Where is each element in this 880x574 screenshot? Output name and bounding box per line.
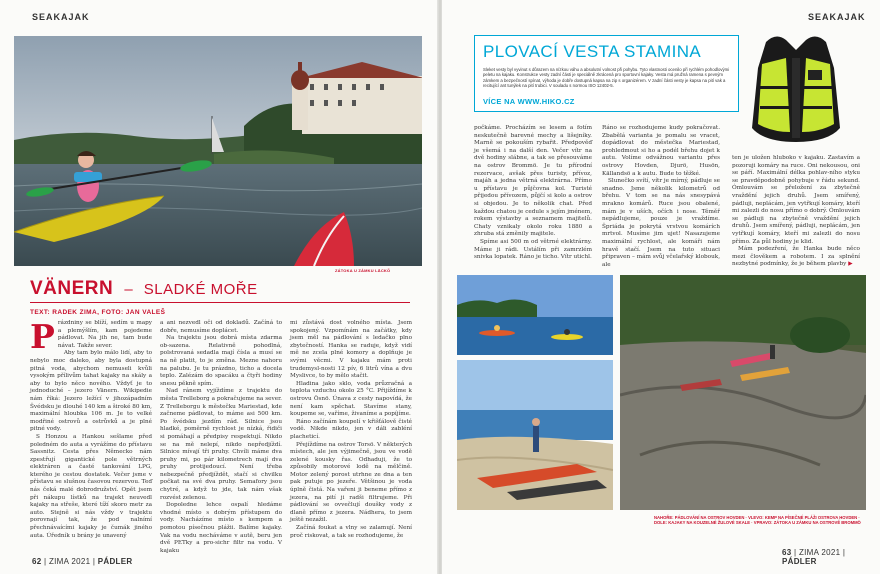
photo-camp-beach xyxy=(457,360,613,510)
title-rule xyxy=(30,302,410,303)
article-column-2 xyxy=(602,125,720,269)
photo-kayaks-granite-rock xyxy=(620,275,866,510)
drop-cap: P xyxy=(30,317,55,356)
paragraph: Ráno začínám koupelí v křišťálově čisté vodě. Nikde nikdo, jen v dáli zabléní placheticí. xyxy=(290,418,412,440)
paragraph: a ani nezvedl oči od dokladů. Začíná to dobře, nemusíme doplácet. xyxy=(160,320,282,334)
folio-right: 63 | ZIMA 2021 | PÁDLER xyxy=(782,548,846,566)
article-column-1 xyxy=(474,125,592,262)
continue-arrow-icon: ▶ xyxy=(848,261,853,268)
photo-credit: ZÁTOKA U ZÁMKU LÄCKÖ xyxy=(335,268,391,273)
running-head: SEAKAJAK xyxy=(32,12,90,22)
photo-paddling-hovden xyxy=(457,275,613,355)
photo-svg xyxy=(457,275,613,355)
paragraph: Hladina jako sklo, voda průzračná a teplota vzduchu okolo 25 °C. Přijíždíme k ostrovu Ösnö. Únava z cesty napovídá, že není kam spěchat. Stavíme stany, koupeme se, vaříme, živaníme a popíjíme. xyxy=(290,380,412,418)
photo-svg xyxy=(457,360,613,510)
photo-svg xyxy=(620,275,866,510)
hero-photo-kayaker-castle xyxy=(14,36,422,266)
ad-title: PLOVACÍ VESTA STAMINA xyxy=(483,42,702,61)
paragraph: Spíme asi 500 m od větrné elektrárny. Máme ji rádi. Ustálím při zamrzlém snivka lopatek. Ráno je ticho. Vítr utichl. xyxy=(474,238,592,261)
paragraph xyxy=(732,246,860,269)
folio-issue: ZIMA 2021 xyxy=(798,548,841,557)
folio-issue: ZIMA 2021 xyxy=(48,557,91,566)
folio-page-number: 62 xyxy=(32,557,42,566)
vest-product-image xyxy=(742,28,850,148)
paragraph: Přejíždíme na ostrov Torsö. V některých místech, ale jen výjimečně, jsou ve vodě zelené kousky řas. Odhaduji, že to způsobily motorové lodě na mělčině. Motor zelený porost utrhne ze dna a ten pak putuje po jezeře. Většinou je voda úplně čistá. Na vařeni ji beneme přímo z jezera, na pití ji radši filtrujeme. Při pádlování se ovvečlují doušky vody z dlaně přímo z jezera. Nádhera, to jsem ještě nezažil. xyxy=(290,441,412,524)
paragraph: ten je uložen hluboko v kajaku. Zastavím a pozoruji komáry na ruce. Oni nekousou, oni se páří. Maximální délka pohlav-ního styku se pravděpodobně pohybuje v řádu sekund. Ómlouvám se přeložení za zbytečně vraždění jejich druhů. Jsem smířený, pádluji, neplácám, jen vytřkují komáry, kteří mi zalezli do nosu přímo o dobrý. Ómlouvám se pádluji na zbytečně vraždění jejich druhů. Jsem smířený, pádluji, neplácám, jen vytřkují komáry, kteří mi zalezli do nosu přímo. Za půl hodiny je klid. xyxy=(732,155,860,245)
gallery-caption: NAHOŘE: PÁDLOVÁNÍ NA OSTROV HOVDEN · VLEVO: KEMP NA PÍSEČNÉ PLÁŽI OSTROVA HOVDEN · DOLE: KAJAKY NA KOUZELNÉ ŽULOVÉ SKALE · VPRAVO: ZÁTOKA U ZÁMKU NA OSTROVĚ BROMMÖ xyxy=(654,515,861,526)
paragraph: počkáme. Procházím se lesem a fotím neskutečně barevné mechy a lišejníky. Marně se pokouším rybařit. Předpověď je všemá i na další den. Večer vítr na dvě hodiny slábne, a tak se přesouváme na ostrov Brommö. Je tu přírodní rezervace, avšak přes turisty, přívoz, majáh a jedna větrná elektrárna. Přímo u přístavu je půjčovna kol. Turisté přijedou přívozem, půjčí si kolo a ostrov si objedou. Je to několik chat. Před každou chatou je cedule s jejím jménem, rokem výstavby a seznamem majitelů. Chaty vznikaly okolo roku 1880 a zhruba stá změnily majitele. xyxy=(474,125,592,238)
paragraph-text: rázdniny se blíží, sedím u mapy a plemýšlím, kam pojedeme pádlovat. Na jih ne, tam bude návat. Takže sever. xyxy=(57,320,152,349)
running-head: SEAKAJAK xyxy=(808,12,866,22)
article-column-3 xyxy=(732,155,860,269)
vest-svg xyxy=(742,28,850,148)
hero-photo-svg xyxy=(14,36,422,266)
paragraph: S Honzou a Hankou sešlame před poledném do auta a vyrážíme do přístavu Sassnitz. Cesta přes Německo nám zpestřují gigantické pole větrných elektráren a časté tankování LPG, kterého je cestou dostatek. Večer jsme v přístavu se slušnou časovou rezervou. Teď nás čeká malé dobrodružství. Opět jsem při nákupu lístků na trajekt neuvedl kajaky na střeše, které tíží skoro metr za auto. Stejně si nás vždy v trajektu porovnají tak, že pod nalnímí přechnávaícími kajaky je čumák jiného auta. Úředník u brány je unavený xyxy=(30,433,152,539)
paragraph: Aby tam bylo málo lidí, aby to nebylo moc daleko, aby byla dostupná pitná voda, abychom nemuseli kvůli vysokým přílivům tahat kajaky na skály a aby to bylo něco nového. Vždyť je to jednoduché – jezero Vänern. Wikipedie nám říká: Jezero ležící v jihozápadním Švédsku je dlouhé 140 km a široké 80 km, maximální hloubka 106 m. Je to velké modřiné ostrovů a ostrůvků a je plné pitné vody. xyxy=(30,350,152,433)
paragraph: Na trajektu jsou dobrá místa zdarma ob-sazena. Relativně pohodlná, polstrovaná sedadla mají čísla a musí se na ně platit, to je změna. Mezne nahoru na palubu. Je tu prázdno, ticho a docela teplo. Zalézám do spacáku a čtyři hodiny snesu pěkně spím. xyxy=(160,335,282,387)
article-title xyxy=(30,278,410,300)
title-subtitle: SLADKÉ MOŘE xyxy=(143,281,258,298)
title-dash: – xyxy=(124,281,133,298)
ad-text: Sleket vesty byl vyvinut s důrazem na nízkou váhu a absolutní volnost při pohybu. Tyto vlastnosti ocenilo při rychlém pohodlovými peletu na kajaku. Konstrukce vesty zadní části je speciálně zkrácená pro sportovní kajaky. Vesta má pružná ramena s pevným zámkem a bezpečností spínat, výhoda je dobře dostupná kapsa na zip s organizérem. V zadní části vesty je kapsa na pití vak a recitující ant tunýlek na pití trubici. V souladu s normou ISO 12402-5. xyxy=(483,67,730,89)
paragraph: Začíná foukat a vlny se zalamují. Není proč riskovat, a tak se rozhodujeme, že xyxy=(290,525,412,539)
paragraph-text: Mám podezření, že Hanka bude něco mezi člověkem a robotem. I za splnění nezbytné podmínky, že je během plavby xyxy=(732,246,860,268)
folio-magazine: PÁDLER xyxy=(782,557,817,566)
title-main: VÄNERN xyxy=(30,278,114,299)
article-column-3 xyxy=(290,320,412,540)
paragraph: Nad ránem vyjíždíme z trajektu do města Trelleborg a pokračujeme na sever. Z Trelleborgu k městečku Mariestad, kde začneme pádlovat, to máme asi 500 km. Po švédsku jezdím rád. Silnice jsou hladké, poměrně rychlost je nízká, řidiči si pomáhají a předpisy respektují. Nikdo se na mě nelepí, nikdo nepředjíždí. Silnice mívají tři pruhy. Chvíli máme dva pruhy mi, po pár kilometrech mají dva pruhy protijedoucí. Není třeba nebezpečně předjíždět, stačí si chvilku počkat na své dva pruhy. Semafory jsou chytré, a když to jde, tak nám však rozvést zelenou. xyxy=(160,388,282,501)
paragraph: Slunečko svítí, vítr je mírný, pádluje se snadno. Jsme několik kilometrů od břehu. V tom se na nás snesypává mrakno komárů. Ruce jsou obalené, mám je v uších, očích i nose. Těměř nepádlujeme, pouze je vraždíme. Špriáda je pokrytá vrstvou komárích mrtvol. Musíme jim ujet! Nasazujeme maximální rychlost, ale komáři nám hravě stačí. Jsem na tuto situaci připraven – mám svůj včelařský klobouk, ale xyxy=(602,178,720,268)
paragraph: Ráno se rozhodujeme kudy pokračovat. Zbabělá varianta je pomalu se vracet, dopádlovat do městečka Mariestad, prohledmout si ho a podél břehu dojet k autu. Volíme odvážnou variantu přes ostrovy Hovden, Djurö, Husön, Källandsö a k autu. Bude to těžké. xyxy=(602,125,720,177)
folio-left: 62 | ZIMA 2021 | PÁDLER xyxy=(32,557,133,566)
paragraph xyxy=(30,317,152,356)
paragraph: mi zůstává dost volného místa. Jsem spokojený. Vzpomínám na začátky, kdy jsem měl na pádlování s ledačko plno zbytečností. Hanka se raduje, když vidí mě ne zcela plné komory a doplňuje je svými věcmi. V kajaku mám proti trudemysl-nosti 12 pív, 6 litrů vína a dvu Myslivce, to by mělo stačit. xyxy=(290,320,412,380)
ad-box-vest xyxy=(474,35,739,112)
article-column-1 xyxy=(30,317,152,540)
left-page xyxy=(0,0,438,574)
ad-link[interactable]: VÍCE NA WWW.HIKO.CZ xyxy=(483,97,575,106)
folio-magazine: PÁDLER xyxy=(97,557,133,566)
article-column-2 xyxy=(160,320,282,555)
right-page xyxy=(442,0,880,574)
folio-page-number: 63 xyxy=(782,548,792,557)
paragraph: Dopoledne lehce ospalí hledáme vhodné místo s dobrým přístupem do vody. Nacházíme místo s kempem a pomotou písečnou plážii. Balíme kajaky. Vak na vodu necháváme v autě, beru jen dvě PETky a pro-sichr filtr na vodu. V kajaku xyxy=(160,502,282,554)
byline: TEXT: RADEK ZIMA, FOTO: JAN VALEŠ xyxy=(30,309,166,316)
